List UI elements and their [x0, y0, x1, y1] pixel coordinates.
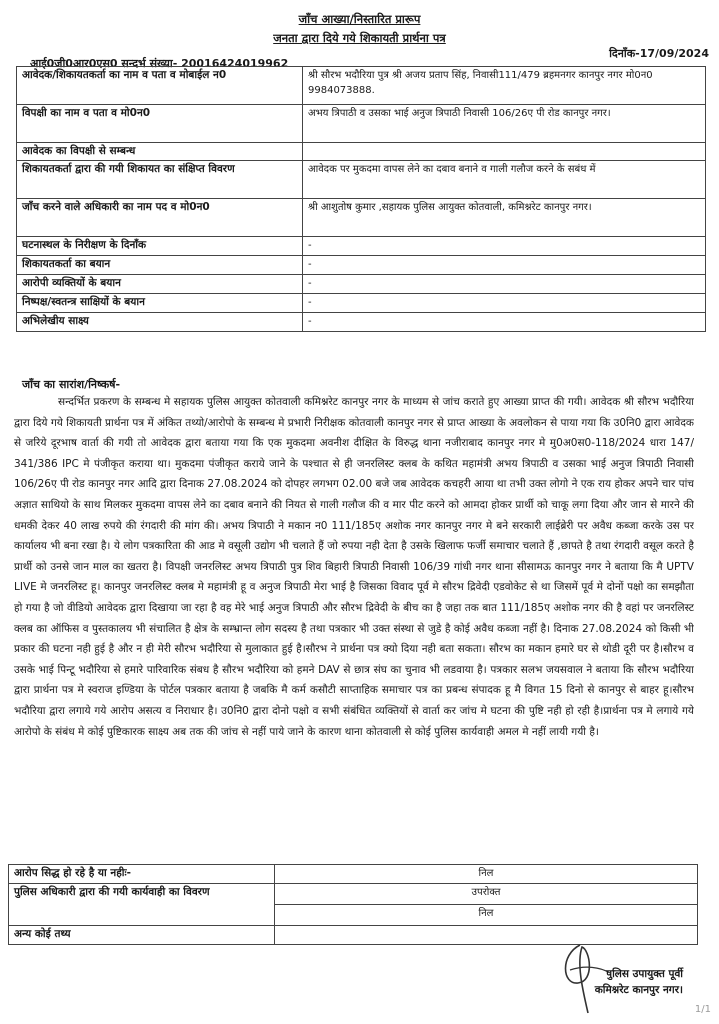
row-value: - — [303, 275, 706, 294]
row-label: शिकायतकर्ता का बयान — [17, 256, 303, 275]
table-row — [17, 313, 706, 332]
summary-body — [14, 392, 694, 885]
page-number: 1/1 — [694, 1004, 711, 1015]
row-label: अन्य कोई तथ्य — [9, 926, 275, 945]
designation-line-1: पुलिस उपायुक्त पूर्वी — [606, 968, 683, 980]
row-label: शिकायतकर्ता द्वारा की गयी शिकायत का संक्षिप्त विवरण — [17, 161, 303, 199]
designation-line-2: कमिश्नरेट कानपुर नगर। — [594, 984, 683, 996]
row-value: - — [303, 237, 706, 256]
row-label: आरोप सिद्ध हो रहे है या नहीः- — [9, 865, 275, 884]
row-label: आवेदक का विपक्षी से सम्बन्ध — [17, 143, 303, 161]
row-label: घटनास्थल के निरीक्षण के दिनाँक — [17, 237, 303, 256]
table-row — [17, 256, 706, 275]
table-row — [17, 143, 706, 161]
document-date: दिनाँक-17/09/2024 — [609, 47, 709, 60]
summary-title: जाँच का सारांश/निष्कर्ष- — [22, 378, 121, 391]
table-row — [17, 67, 706, 105]
table-row — [17, 294, 706, 313]
row-value: उपरोक्त — [275, 884, 698, 905]
row-value: आवेदक पर मुकदमा वापस लेने का दबाव बनाने व गाली गलौज करने के सबंध में — [303, 161, 706, 199]
row-label: आवेदक/शिकायतकर्ता का नाम व पता व मोबाईल न0 — [17, 67, 303, 105]
details-table — [16, 66, 706, 332]
row-value: - — [303, 256, 706, 275]
header-line-2: जनता द्वारा दिये गये शिकायती प्रार्थना पत्र — [273, 31, 446, 45]
header-line-1: जाँच आख्या/निस्तारित प्रारूप — [298, 12, 421, 26]
row-value: निल — [275, 865, 698, 884]
row-label: विपक्षी का नाम व पता व मो0न0 — [17, 105, 303, 143]
row-value: श्री आशुतोष कुमार ,सहायक पुलिस आयुक्त कोतवाली, कमिश्नरेट कानपुर नगर। — [303, 199, 706, 237]
row-value: - — [303, 313, 706, 332]
row-label: पुलिस अधिकारी द्वारा की गयी कार्यवाही का विवरण — [9, 884, 275, 926]
row-label: जाँच करने वाले अधिकारी का नाम पद व मो0न0 — [17, 199, 303, 237]
row-value: श्री सौरभ भदौरिया पुत्र श्री अजय प्रताप सिंह, निवासी111/479 ब्रहमनगर कानपुर नगर मो0न0 9984073888. — [303, 67, 706, 105]
table-row — [17, 275, 706, 294]
row-value: निल — [275, 905, 698, 926]
signatory-designation — [595, 966, 683, 998]
summary-paragraph: सन्दर्भित प्रकरण के सम्बन्ध मे सहायक पुलिस आयुक्त कोतवाली कमिश्नरेट कानपुर नगर के माध्यम से जांच कराते हुए आख्या प्राप्त की गयी। आवेदक श्री सौरभ भदौरिया द्वारा दिये गये शिकायती प्रार्थना पत्र में अंकित तथ्यो/आरोपो के सम्बन्ध मे प्रभारी निरीक्षक कोतवाली कानपुर नगर से प्राप्त आख्या के अवलोकन से पाया गया कि उ0नि0 द्वारा आवेदक से जरिये दूरभाष वार्ता की गयी तो आवेदक द्वारा बताया गया कि एक मुकदमा अवनीश दीक्षित के विरुद्ध थाना नजीराबाद कानपुर नगर मे मु0अ0स0-118/2024 धारा 147/ 341/386 IPC मे पंजीकृत कराया था। मुकदमा पंजीकृत कराये जाने के पश्चात से ही जनरलिस्ट क्लब के कथित महामंत्री अभय त्रिपाठी व उसका भाई अनुज त्रिपाठी निवासी 106/26ए पी रोड कानपुर नगर आदि द्वारा दिनाक 27.08.2024 को दोपहर लगभग 02.00 बजे जब आवेदक कचहरी आया था तभी उक्त लोगो ने एक राय होकर अपने चार पांच अज्ञात साथियो के साथ मिलकर मुकदमा वापस लेने का दबाव बनाने की नियत से गाली गलौज की व मार पीट करने को आमदा होकर प्रार्थी को चाकू लगा दिया और जान से मारने की धमकी देकर 40 लाख रुपये की रंगदारी की मांग की। अभय त्रिपाठी ने मकान न0 111/185ए अशोक नगर कानपुर नगर मे बने सरकारी लाईब्रेरी पर अवैध कब्जा करके उस पर कार्यालय भी बना रखा है। ये लोग पत्रकारिता की आड मे वसूली उद्योग भी चलाते हैं जो रुपया नही देता है उसके खिलाफ फर्जी समाचार चलाते हैं ,छापते है तथा रंगदारी वसूल करते है प्रार्थी को उनसे जान माल का खतरा है। विपक्षी जनरलिस्ट अभय त्रिपाठी पुत्र शिव बिहारी त्रिपाठी निवासी 106/39 गांधी नगर थाना सीसामऊ कानपुर नगर ने बताया कि मै UPTV LIVE मे जनरलिस्ट हू। कानपुर जनरलिस्ट क्लब मे महामंत्री हू व अनुज त्रिपाठी मेरा भाई है जिसका विवाद पूर्व मे सौरभ द्रिवेदी एडवोकेट से था जिसमें पूर्व मे दोनों पक्षो का समझौता हो गया है जो वीडियो आवेदक द्वारा दिखाया जा रहा है वह मेरे भाई अनुज त्रिपाठी और सौरभ द्रिवेदी के बीच का है जहा तक बात 111/185ए अशोक नगर की है वहां पर जनरलिस्ट क्लब का ऑफिस व पुस्तकालय भी संचालित है क्षेत्र के सम्भ्रान्त लोग सदस्य है तथा पत्रकार भी उक्त संस्था से जुडे है कोई अवैध कब्जा नहीं है। दिनाक 27.08.2024 को किसी भी प्रकार की घटना नही हुई है और न ही मेरी सौरभ भदौरिया से मुलाकात हुई है।सौरभ ने प्रार्थना पत्र क्यो दिया नही बता सकता। सौरभ का मकान हमारे घर से थोडी दूरी पर है।सौरभ व उसके भाई पिन्टू भदौरिया से हमारे पारिवारिक संबध है सौरभ भदौरिया को हमने DAV से छात्र संघ का चुनाव भी लडवाया है। पत्रकार सलभ जयसवाल ने बताया कि सौरभ भदौरिया द्वारा प्रार्थना पत्र मे स्वराज इण्डिया के पोर्टल पत्रकार बताया है जबकि मै कर्म कसौटी साप्ताहिक समाचार पत्र का प्रबन्ध संपादक हू मै विगत 15 दिनो से कानपुर से बाहर हू।सौरभ भदौरिया द्वारा लगाये गये आरोप असत्य व निराधार है। उ0नि0 द्वारा दोनो पक्षो व सभी संबंधित व्यक्तियों से वार्ता कर जांच मे घटना की पुष्टि नही हो रही है।प्रार्थना पत्र मे लगाये गये आरोपो के संबंध मे कोई पुष्टिकारक साक्ष्य अब तक की जांच से नहीं पाये जाने के कारण थाना कोतवाली से कोई पुलिस कार्यवाही अमल मे नहीं लायी गयी है। — [14, 396, 694, 738]
table-row — [9, 884, 698, 905]
reference-number: आई0जी0आर0एस0 सन्दर्भ संख्या- 20016424019962 — [30, 57, 289, 70]
table-row — [17, 161, 706, 199]
row-value: अभय त्रिपाठी व उसका भाई अनुज त्रिपाठी निवासी 106/26ए पी रोड कानपुर नगर। — [303, 105, 706, 143]
table-row — [17, 199, 706, 237]
row-label: आरोपी व्यक्तियों के बयान — [17, 275, 303, 294]
table-row — [17, 105, 706, 143]
row-value — [303, 143, 706, 161]
row-label: अभिलेखीय साक्ष्य — [17, 313, 303, 332]
row-value: - — [303, 294, 706, 313]
row-label: निष्पक्ष/स्वतन्त्र साक्षियों के बयान — [17, 294, 303, 313]
table-row — [17, 237, 706, 256]
table-row — [9, 865, 698, 884]
